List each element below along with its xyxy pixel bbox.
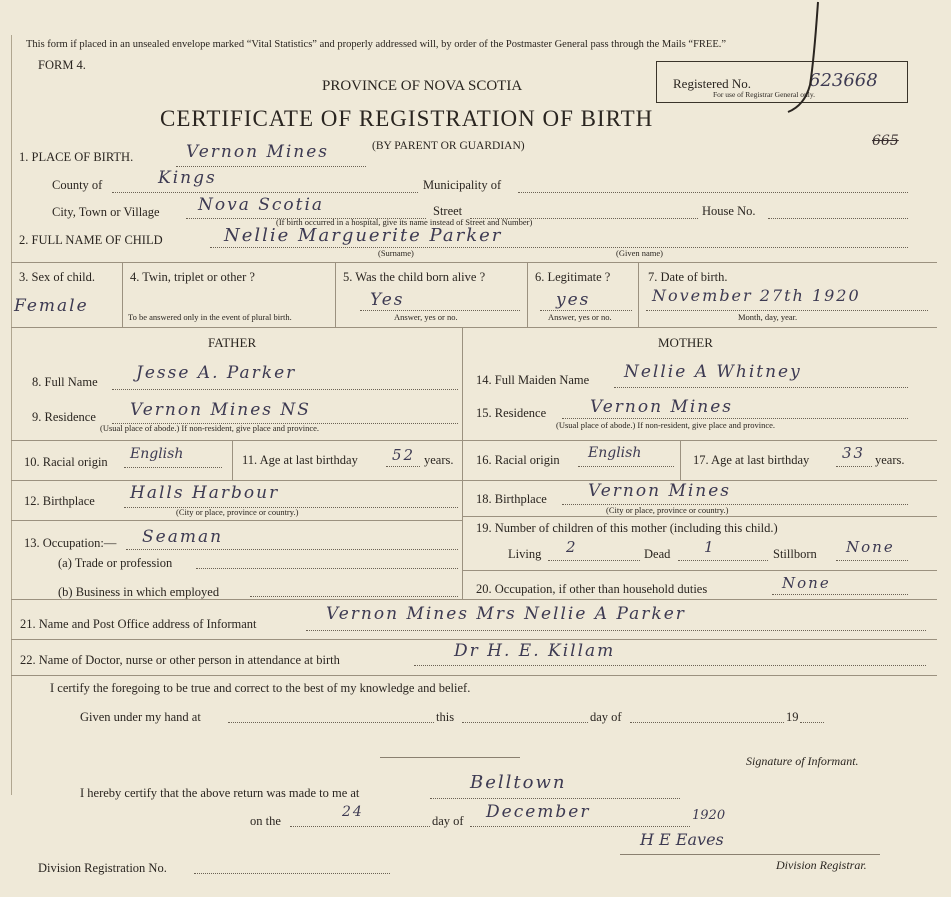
street-label: Street — [433, 204, 463, 218]
registered-note: For use of Registrar General only. — [713, 90, 815, 99]
row3-divider-4 — [638, 262, 639, 327]
father-racial-label: 10. Racial origin — [24, 455, 108, 469]
division-registrar-caption: Division Registrar. — [776, 858, 867, 872]
date-value: November 27th 1920 — [652, 286, 861, 305]
mother-birthplace-note: (City or place, province or country.) — [606, 505, 729, 515]
father-residence-value: Vernon Mines NS — [130, 400, 311, 420]
corner-mark: 665 — [872, 133, 899, 149]
row3-divider-2 — [335, 262, 336, 327]
house-label: House No. — [702, 204, 756, 218]
certify-statement: I certify the foregoing to be true and correct to the best of my knowledge and belief. — [50, 681, 471, 695]
father-rule-1 — [11, 440, 462, 441]
mother-dead-label: Dead — [644, 547, 671, 561]
legit-dotline — [540, 310, 632, 311]
doctor-dotline — [414, 665, 926, 666]
mother-racial-value: English — [588, 445, 642, 461]
father-trade-label: (a) Trade or profession — [58, 556, 173, 570]
pen-stroke — [770, 0, 830, 120]
municipality-dotline — [518, 192, 908, 193]
informant-label: 21. Name and Post Office address of Informant — [20, 617, 257, 631]
given-this-label: this — [436, 710, 455, 724]
father-name-label: 8. Full Name — [32, 375, 98, 389]
mother-living-value: 2 — [566, 538, 578, 556]
return-place-dotline — [430, 798, 680, 799]
registered-value: 623668 — [809, 70, 878, 91]
date-label: 7. Date of birth. — [648, 270, 728, 284]
mother-residence-value: Vernon Mines — [590, 397, 734, 417]
return-dayof-label: day of — [432, 814, 464, 828]
row3-top-rule — [11, 262, 937, 263]
mother-age-divider — [680, 440, 681, 480]
father-age-dotline — [386, 466, 420, 467]
given-month-dotline — [630, 722, 784, 723]
city-label: City, Town or Village — [52, 205, 160, 219]
legit-label: 6. Legitimate ? — [535, 270, 611, 284]
father-business-label: (b) Business in which employed — [58, 585, 220, 599]
mother-name-label: 14. Full Maiden Name — [476, 373, 590, 387]
father-heading: FATHER — [208, 335, 257, 350]
legit-value: yes — [556, 290, 591, 310]
father-occupation-value: Seaman — [142, 527, 224, 547]
division-reg-no-dotline — [194, 873, 390, 874]
mother-occupation-label: 20. Occupation, if other than household duties — [476, 582, 708, 596]
alive-label: 5. Was the child born alive ? — [343, 270, 486, 284]
registered-label: Registered No. — [673, 76, 751, 91]
registrar-sig-line — [620, 854, 880, 855]
informant-rule — [11, 639, 937, 640]
father-occupation-dotline — [126, 549, 458, 550]
date-note: Month, day, year. — [738, 312, 798, 322]
certificate-subtitle: (BY PARENT OR GUARDIAN) — [372, 140, 525, 152]
child-name-value: Nellie Marguerite Parker — [224, 225, 503, 246]
row3-divider-1 — [122, 262, 123, 327]
parents-divider — [462, 327, 463, 599]
sex-label: 3. Sex of child. — [19, 270, 96, 284]
on-the-label: on the — [250, 814, 281, 828]
informant-value: Vernon Mines Mrs Nellie A Parker — [326, 604, 686, 624]
father-occupation-label: 13. Occupation:— — [24, 536, 117, 550]
alive-note: Answer, yes or no. — [394, 312, 458, 322]
return-text: I hereby certify that the above return was made to me at — [80, 786, 360, 800]
mother-racial-label: 16. Racial origin — [476, 453, 560, 467]
father-birthplace-label: 12. Birthplace — [24, 494, 95, 508]
row3-divider-3 — [527, 262, 528, 327]
mother-dead-dotline — [678, 560, 768, 561]
mother-dead-value: 1 — [704, 538, 716, 556]
return-month: December — [486, 802, 591, 822]
father-residence-note: (Usual place of abode.) If non-resident, give place and province. — [100, 423, 320, 433]
mother-living-label: Living — [508, 547, 542, 561]
father-business-dotline — [250, 596, 458, 597]
form-number: FORM 4. — [38, 58, 86, 72]
mother-age-label: 17. Age at last birthday — [693, 453, 810, 467]
mother-age-dotline — [836, 466, 872, 467]
alive-dotline — [360, 310, 520, 311]
mother-rule-1 — [462, 440, 937, 441]
postal-notice: This form if placed in an unsealed envelope marked “Vital Statistics” and properly addressed will, by order of the Postmaster General pass through the Mails “FREE.” — [26, 39, 727, 50]
mother-years: years. — [875, 453, 905, 467]
father-name-value: Jesse A. Parker — [136, 363, 297, 383]
legit-note: Answer, yes or no. — [548, 312, 612, 322]
left-margin-line — [11, 35, 12, 795]
mother-name-dotline — [614, 387, 908, 388]
twin-note: To be answered only in the event of plural birth. — [128, 312, 292, 322]
return-place: Belltown — [470, 772, 567, 793]
informant-dotline — [306, 630, 926, 631]
mother-occupation-dotline — [772, 594, 908, 595]
father-rule-3 — [11, 520, 462, 521]
province-title: PROVINCE OF NOVA SCOTIA — [322, 78, 523, 94]
division-reg-no-label: Division Registration No. — [38, 861, 167, 875]
mother-birthplace-value: Vernon Mines — [588, 481, 732, 501]
county-label: County of — [52, 178, 103, 192]
given-this-dotline — [462, 722, 588, 723]
child-name-label: 2. FULL NAME OF CHILD — [19, 233, 163, 247]
given-year-dotline — [800, 722, 824, 723]
mother-occupation-value: None — [782, 574, 831, 592]
informant-sig-line — [380, 757, 520, 758]
father-age-divider — [232, 440, 233, 480]
given-year-prefix: 19 — [786, 710, 799, 724]
doctor-rule — [11, 675, 937, 676]
mother-birthplace-label: 18. Birthplace — [476, 492, 547, 506]
municipality-label: Municipality of — [423, 178, 502, 192]
on-the-dotline — [290, 826, 430, 827]
mother-residence-dotline — [562, 418, 908, 419]
row3-bottom-rule — [11, 327, 937, 328]
father-age-label: 11. Age at last birthday — [242, 453, 358, 467]
father-years: years. — [424, 453, 454, 467]
city-value: Nova Scotia — [198, 195, 325, 215]
county-dotline — [112, 192, 418, 193]
date-dotline — [646, 310, 928, 311]
mother-racial-dotline — [578, 466, 674, 467]
father-racial-dotline — [124, 467, 222, 468]
twin-label: 4. Twin, triplet or other ? — [130, 270, 255, 284]
father-trade-dotline — [196, 568, 458, 569]
sex-value: Female — [14, 296, 89, 316]
mother-age-value: 33 — [842, 444, 866, 462]
given-place-dotline — [228, 722, 434, 723]
mother-stillborn-label: Stillborn — [773, 547, 817, 561]
certificate-title: CERTIFICATE OF REGISTRATION OF BIRTH — [160, 106, 654, 131]
mother-stillborn-dotline — [836, 560, 908, 561]
father-age-value: 52 — [392, 446, 416, 464]
mother-stillborn-value: None — [846, 538, 895, 556]
hospital-note: (If birth occurred in a hospital, give its name instead of Street and Number) — [276, 217, 533, 227]
place-of-birth-label: 1. PLACE OF BIRTH. — [19, 150, 134, 164]
father-residence-label: 9. Residence — [32, 410, 96, 424]
mother-children-label: 19. Number of children of this mother (including this child.) — [476, 521, 778, 535]
place-dotline — [176, 166, 366, 167]
alive-value: Yes — [370, 290, 405, 310]
mother-rule-4 — [462, 570, 937, 571]
father-rule-2 — [11, 480, 462, 481]
house-dotline — [768, 218, 908, 219]
on-the-value: 24 — [342, 804, 364, 820]
child-name-dotline — [210, 247, 908, 248]
given-under-label: Given under my hand at — [80, 710, 201, 724]
father-birthplace-value: Halls Harbour — [130, 483, 280, 503]
doctor-label: 22. Name of Doctor, nurse or other person in attendance at birth — [20, 653, 340, 667]
surname-note: (Surname) — [378, 248, 414, 258]
place-of-birth-value: Vernon Mines — [186, 142, 330, 162]
mother-heading: MOTHER — [658, 335, 713, 350]
mother-residence-label: 15. Residence — [476, 406, 547, 420]
registrar-signature: H E Eaves — [640, 830, 724, 849]
given-dayof-label: day of — [590, 710, 622, 724]
mother-residence-note: (Usual place of abode.) If non-resident, give place and province. — [556, 420, 776, 430]
father-birthplace-note: (City or place, province or country.) — [176, 507, 299, 517]
mother-living-dotline — [548, 560, 640, 561]
return-month-dotline — [470, 826, 690, 827]
mother-rule-3 — [462, 516, 937, 517]
father-racial-value: English — [130, 446, 184, 462]
county-value: Kings — [158, 168, 217, 188]
mother-name-value: Nellie A Whitney — [624, 362, 802, 382]
informant-sig-caption: Signature of Informant. — [746, 754, 859, 768]
return-year: 1920 — [692, 808, 726, 823]
doctor-value: Dr H. E. Killam — [454, 641, 616, 661]
father-name-dotline — [112, 389, 458, 390]
given-note: (Given name) — [616, 248, 663, 258]
